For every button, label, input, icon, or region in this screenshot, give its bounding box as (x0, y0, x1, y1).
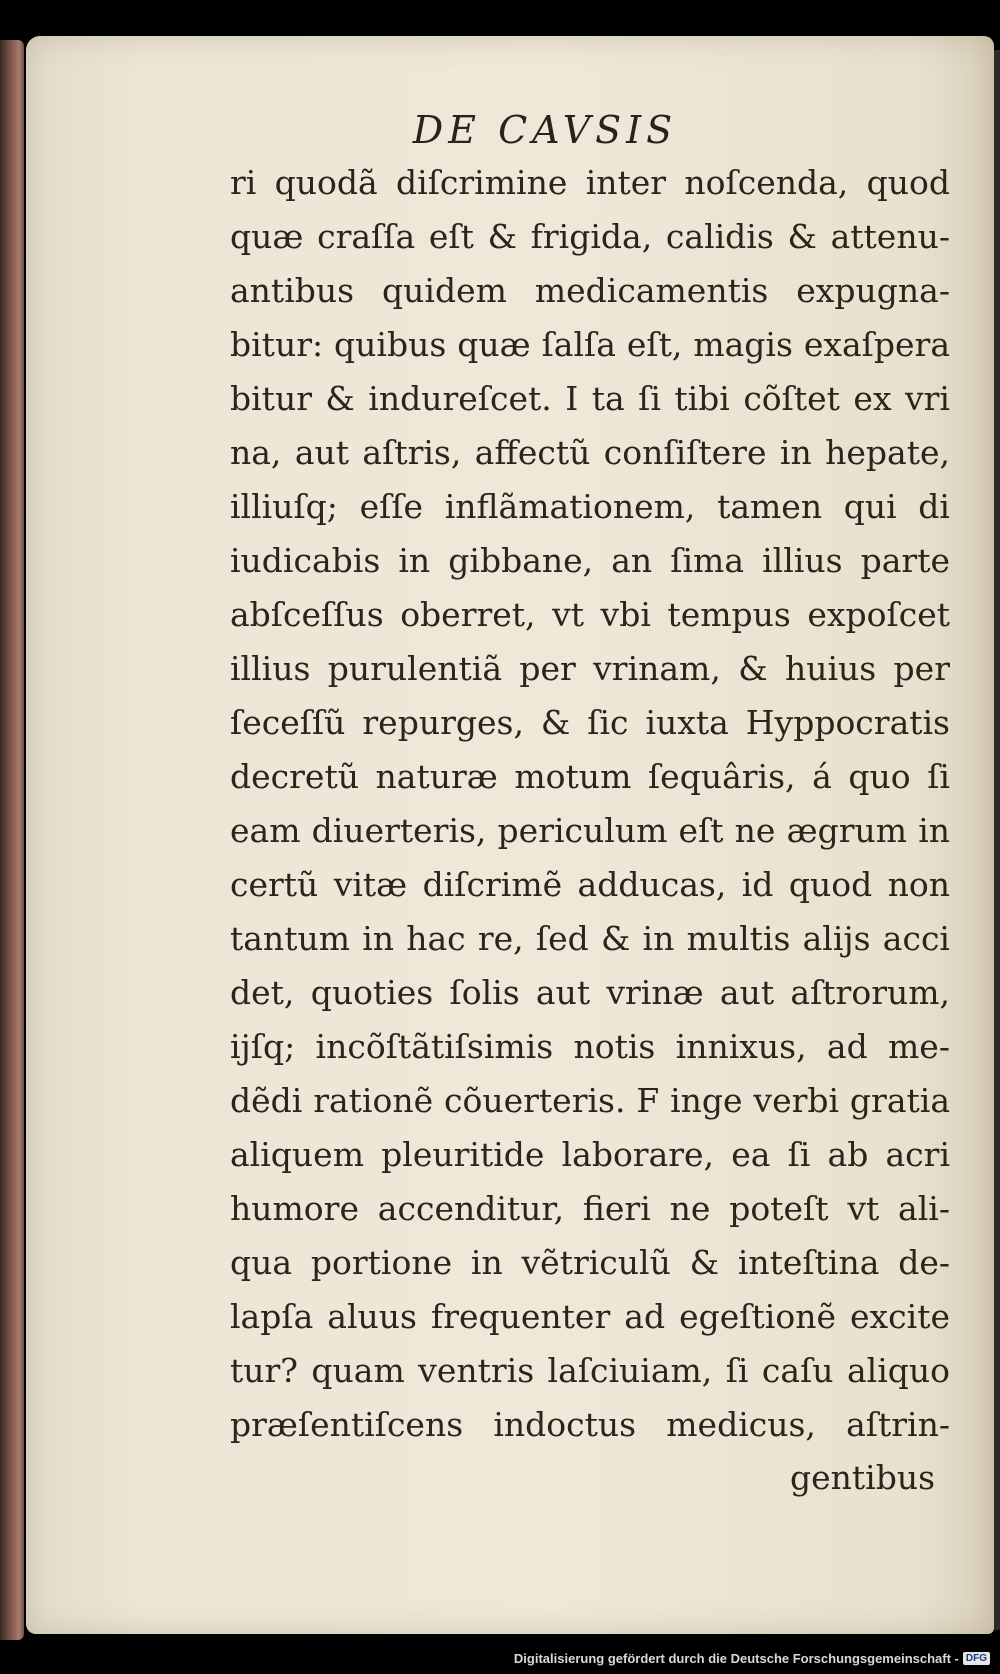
text-line-9: abſceſſus oberret, vt vbi tempus expoſcet (230, 595, 950, 634)
dfg-logo: DFG (963, 1652, 990, 1665)
text-line-18: dẽdi rationẽ cõuerteris. F inge verbi gratia (230, 1081, 950, 1120)
page-right-edge (994, 50, 1000, 1630)
text-line-12: decretũ naturæ motum ſequâris, á quo ſi (230, 757, 950, 796)
text-line-4: bitur: quibus quæ ſalſa eſt, magis exaſpera (230, 325, 950, 364)
running-head: DE CAVSIS (412, 108, 678, 152)
text-line-22: lapſa aluus frequenter ad egeſtionẽ excite (230, 1297, 950, 1336)
text-line-20: humore accenditur, fieri ne poteſt vt ali- (230, 1189, 950, 1228)
text-line-3: antibus quidem medicamentis expugna- (230, 271, 950, 310)
text-line-19: aliquem pleuritide laborare, ea ſi ab acri (230, 1135, 950, 1174)
text-line-11: ſeceſſũ repurges, & ſic iuxta Hyppocratis (230, 703, 950, 742)
text-line-24: præſentiſcens indoctus medicus, aſtrin- (230, 1405, 950, 1444)
text-line-5: bitur & indureſcet. I ta ſi tibi cõſtet ex vri (230, 379, 950, 418)
text-line-13: eam diuerteris, periculum eſt ne ægrum in (230, 811, 950, 850)
text-line-14: certũ vitæ diſcrimẽ adducas, id quod non (230, 865, 950, 904)
text-line-17: ijſq; incõſtãtiſsimis notis innixus, ad me- (230, 1027, 950, 1066)
text-line-1: ri quodã diſcrimine inter noſcenda, quod (230, 163, 950, 202)
text-line-2: quæ craſſa eſt & frigida, calidis & attenu- (230, 217, 950, 256)
text-line-21: qua portione in vẽtriculũ & inteſtina de- (230, 1243, 950, 1282)
body-text (230, 156, 950, 1452)
text-line-10: illius purulentiã per vrinam, & huius per (230, 649, 950, 688)
book-spine-edge (0, 40, 24, 1640)
text-line-6: na, aut aſtris, affectũ conſiſtere in hepate, (230, 433, 950, 472)
text-line-15: tantum in hac re, ſed & in multis alijs acci (230, 919, 950, 958)
text-line-16: det, quoties ſolis aut vrinæ aut aſtrorum, (230, 973, 950, 1012)
text-line-7: illiuſq; eſſe inflãmationem, tamen qui di (230, 487, 950, 526)
text-line-23: tur? quam ventris laſciuiam, ſi caſu aliquo (230, 1351, 950, 1390)
catchword: gentibus (790, 1458, 936, 1497)
credit-text: Digitalisierung gefördert durch die Deutsche Forschungsgemeinschaft - (513, 1651, 959, 1666)
text-line-8: iudicabis in gibbane, an ſima illius parte (230, 541, 950, 580)
digitization-credit (514, 1651, 990, 1666)
